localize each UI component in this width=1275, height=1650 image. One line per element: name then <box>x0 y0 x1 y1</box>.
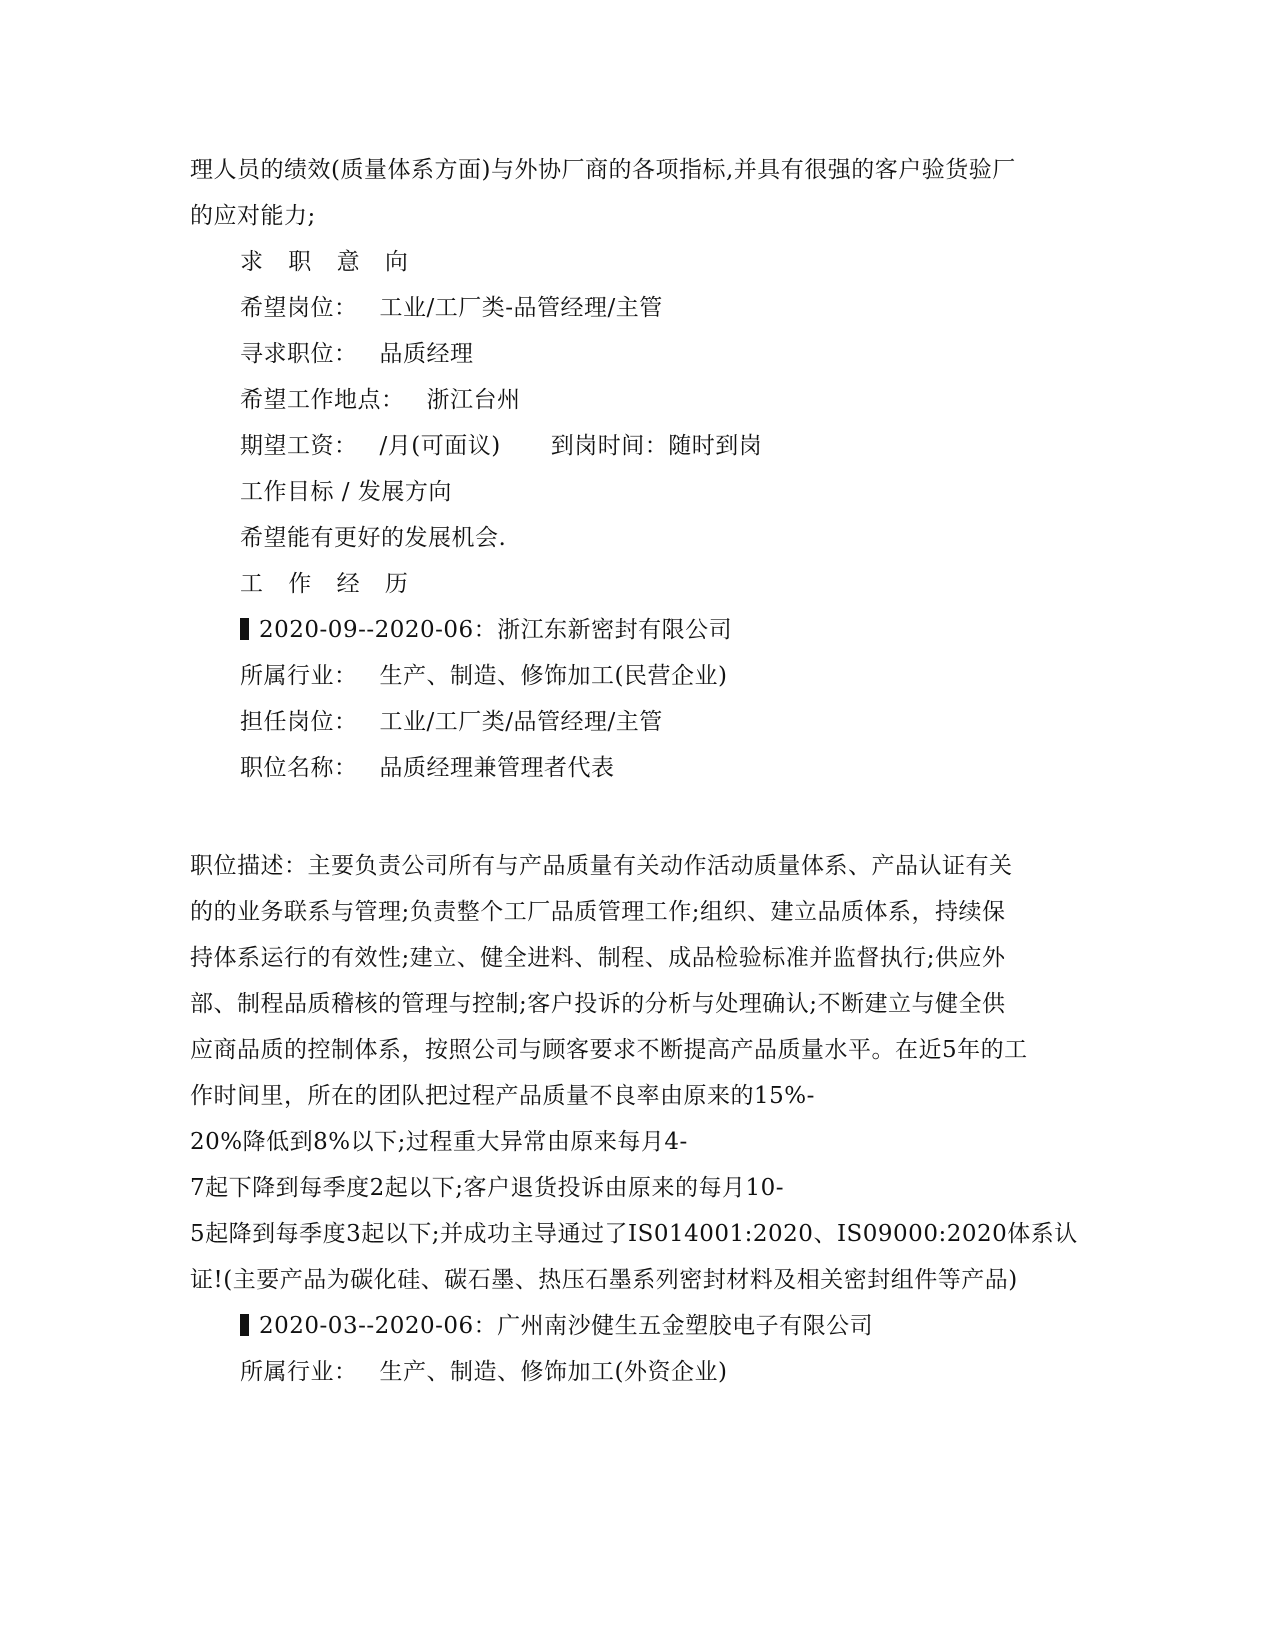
field-value: 生产、制造、修饰加工(外资企业) <box>379 1359 728 1385</box>
intro-line-1: 理人员的绩效(质量体系方面)与外协厂商的各项指标,并具有很强的客户验货验厂 <box>190 157 1016 183</box>
field-value: 浙江台州 <box>426 387 521 413</box>
field-sought-job <box>240 339 474 369</box>
job2-industry <box>240 1357 727 1387</box>
bullet-bar-icon <box>240 1314 249 1336</box>
field-value: 工业/工厂类/品管经理/主管 <box>379 709 663 735</box>
field-value: 工业/工厂类-品管经理/主管 <box>379 295 663 321</box>
field-label: 所属行业： <box>240 1359 358 1385</box>
job1-desc-line: 持体系运行的有效性;建立、健全进料、制程、成品检验标准并监督执行;供应外 <box>190 945 1006 971</box>
job1-period-company: 2020-09--2020-06：浙江东新密封有限公司 <box>259 617 733 643</box>
job1-desc-line: 部、制程品质稽核的管理与控制;客户投诉的分析与处理确认;不断建立与健全供 <box>190 991 1006 1017</box>
intro-line-2: 的应对能力; <box>190 203 316 229</box>
goal-heading: 工作目标 / 发展方向 <box>240 479 452 505</box>
field-label: 希望工作地点： <box>240 387 405 413</box>
section-heading-intention: 求 职 意 向 <box>240 249 417 275</box>
job1-header <box>240 615 732 645</box>
bullet-bar-icon <box>240 618 249 640</box>
job1-desc-line: 应商品质的控制体系，按照公司与顾客要求不断提高产品质量水平。在近5年的工 <box>190 1037 1028 1063</box>
field-value: 品质经理 <box>379 341 474 367</box>
job1-desc-line: 作时间里，所在的团队把过程产品质量不良率由原来的15%- <box>190 1083 815 1109</box>
job2-period-company: 2020-03--2020-06：广州南沙健生五金塑胶电子有限公司 <box>259 1313 874 1339</box>
job1-post <box>240 707 663 737</box>
field-label: 到岗时间： <box>550 433 669 459</box>
job1-desc-line: 证!(主要产品为碳化硅、碳石墨、热压石墨系列密封材料及相关密封组件等产品) <box>190 1267 1018 1293</box>
field-desired-position <box>240 293 663 323</box>
job1-title <box>240 753 615 783</box>
field-salary-arrival <box>240 431 762 461</box>
field-label: 职位名称： <box>240 755 358 781</box>
field-value: 随时到岗 <box>668 433 763 459</box>
field-label: 期望工资： <box>240 433 358 459</box>
job1-desc-line: 20%降低到8%以下;过程重大异常由原来每月4- <box>190 1129 688 1155</box>
field-label: 寻求职位： <box>240 341 358 367</box>
field-label: 所属行业： <box>240 663 358 689</box>
job2-header <box>240 1311 873 1341</box>
field-work-location <box>240 385 521 415</box>
field-value: /月(可面议) <box>379 433 501 459</box>
field-label: 担任岗位： <box>240 709 358 735</box>
section-heading-experience: 工 作 经 历 <box>240 571 417 597</box>
field-label: 希望岗位： <box>240 295 358 321</box>
job1-desc-line: 5起降到每季度3起以下;并成功主导通过了IS014001:2020、IS09000:2020体系认 <box>190 1221 1078 1247</box>
job1-desc-line: 职位描述：主要负责公司所有与产品质量有关动作活动质量体系、产品认证有关 <box>190 853 1013 879</box>
job1-desc-line: 的的业务联系与管理;负责整个工厂品质管理工作;组织、建立品质体系，持续保 <box>190 899 1006 925</box>
field-value: 品质经理兼管理者代表 <box>379 755 615 781</box>
field-value: 生产、制造、修饰加工(民营企业) <box>379 663 728 689</box>
goal-text: 希望能有更好的发展机会. <box>240 525 507 551</box>
job1-industry <box>240 661 727 691</box>
job1-desc-line: 7起下降到每季度2起以下;客户退货投诉由原来的每月10- <box>190 1175 785 1201</box>
